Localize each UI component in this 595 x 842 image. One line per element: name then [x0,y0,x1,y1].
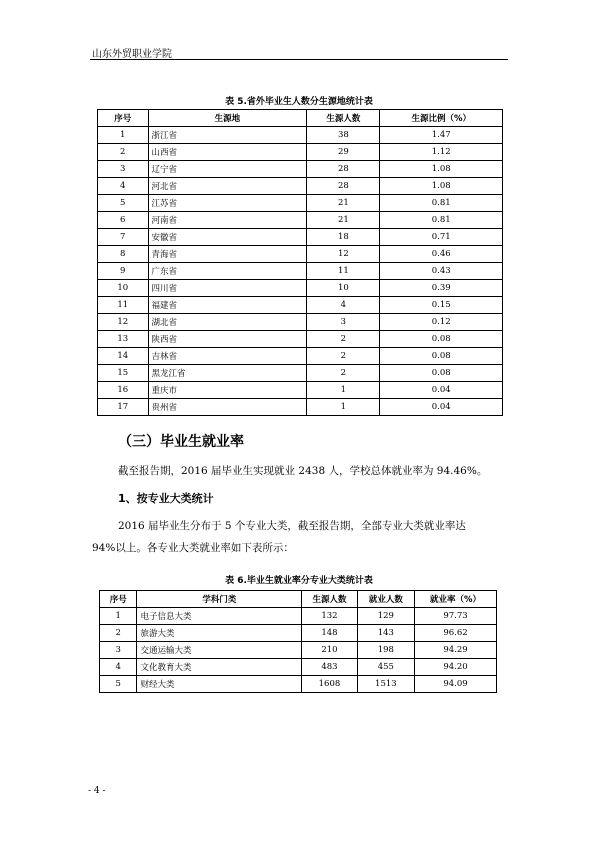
table-cell: 12 [98,314,149,331]
table-cell: 8 [98,246,149,263]
table-cell: 交通运输大类 [137,642,302,659]
table-cell: 重庆市 [148,382,307,399]
table-row [98,178,503,195]
table-row [98,127,503,144]
table-cell: 1.47 [380,127,503,144]
table-cell: 210 [302,642,357,659]
table-cell: 28 [307,178,380,195]
table-cell: 0.12 [380,314,503,331]
table-cell: 4 [98,178,149,195]
table-cell: 11 [307,263,380,280]
table-cell: 6 [98,212,149,229]
table-cell: 1 [307,399,380,416]
table-cell: 1.08 [380,178,503,195]
table-row [98,297,503,314]
table-cell: 0.08 [380,365,503,382]
table-cell: 96.62 [415,625,497,642]
table6-header-row [100,591,497,608]
table-cell: 广东省 [148,263,307,280]
table-row [100,608,497,625]
table-cell: 0.46 [380,246,503,263]
table-row [98,331,503,348]
table6-caption: 表 6.毕业生就业率分专业大类统计表 [225,576,373,586]
table-cell: 安徽省 [148,229,307,246]
table-cell: 福建省 [148,297,307,314]
table-cell: 2 [307,331,380,348]
table-row [98,365,503,382]
table6-header: 生源人数 [302,591,357,608]
table-cell: 0.43 [380,263,503,280]
table-cell: 21 [307,212,380,229]
subsection-title: 1、按专业大类统计 [118,492,214,505]
table5 [97,109,503,416]
table-cell: 1.08 [380,161,503,178]
table-cell: 38 [307,127,380,144]
table5-caption: 表 5.省外毕业生人数分生源地统计表 [225,97,373,107]
table-cell: 9 [98,263,149,280]
table-cell: 94.09 [415,676,497,693]
document-header: 山东外贸职业学院 [92,49,172,60]
table6-header: 就业率（%） [415,591,497,608]
table-cell: 青海省 [148,246,307,263]
table-cell: 483 [302,659,357,676]
table-row [100,676,497,693]
table-row [98,314,503,331]
table-cell: 2 [307,348,380,365]
table-row [100,642,497,659]
table-cell: 5 [98,195,149,212]
table-cell: 0.15 [380,297,503,314]
table-cell: 1 [98,127,149,144]
table-cell: 4 [100,659,137,676]
paragraph-employment-summary: 截至报告期，2016 届毕业生实现就业 2438 人，学校总体就业率为 94.46%。 [118,465,488,477]
table-cell: 1608 [302,676,357,693]
table5-header: 生源人数 [307,110,380,127]
table5-header: 序号 [98,110,149,127]
table-cell: 2 [100,625,137,642]
table-row [98,263,503,280]
table-cell: 河南省 [148,212,307,229]
table-cell: 0.08 [380,348,503,365]
table-cell: 1 [100,608,137,625]
table-cell: 97.73 [415,608,497,625]
table-cell: 0.81 [380,195,503,212]
table-row [98,229,503,246]
section-title: （三）毕业生就业率 [118,434,244,450]
table-cell: 四川省 [148,280,307,297]
table-cell: 财经大类 [137,676,302,693]
paragraph-line: 94%以上。各专业大类就业率如下表所示： [92,542,294,554]
table-cell: 148 [302,625,357,642]
table-cell: 17 [98,399,149,416]
table-row [98,382,503,399]
table-cell: 江苏省 [148,195,307,212]
table6-header: 序号 [100,591,137,608]
table-cell: 3 [100,642,137,659]
table-cell: 14 [98,348,149,365]
table-cell: 0.04 [380,382,503,399]
table-cell: 94.29 [415,642,497,659]
table-cell: 文化教育大类 [137,659,302,676]
table-row [98,246,503,263]
table-cell: 吉林省 [148,348,307,365]
table-row [98,144,503,161]
table-cell: 3 [307,314,380,331]
table-cell: 旅游大类 [137,625,302,642]
table-cell: 0.39 [380,280,503,297]
table-cell: 河北省 [148,178,307,195]
table-cell: 4 [307,297,380,314]
table-cell: 13 [98,331,149,348]
table-row [98,212,503,229]
table-row [98,280,503,297]
table-cell: 浙江省 [148,127,307,144]
table-cell: 1513 [357,676,414,693]
table-cell: 94.20 [415,659,497,676]
table-cell: 7 [98,229,149,246]
table-cell: 辽宁省 [148,161,307,178]
header-rule [90,59,508,60]
table-cell: 455 [357,659,414,676]
table5-header: 生源比例（%） [380,110,503,127]
table-cell: 湖北省 [148,314,307,331]
table-cell: 10 [307,280,380,297]
table-cell: 5 [100,676,137,693]
table-row [100,659,497,676]
table-cell: 1 [307,382,380,399]
table-cell: 3 [98,161,149,178]
table-cell: 2 [307,365,380,382]
paragraph-line: 2016 届毕业生分布于 5 个专业大类，截至报告期，全部专业大类就业率达 [118,520,466,532]
table-cell: 10 [98,280,149,297]
table6 [99,590,497,693]
table-cell: 山西省 [148,144,307,161]
table6-header: 学科门类 [137,591,302,608]
table-cell: 16 [98,382,149,399]
table-row [98,348,503,365]
table-cell: 15 [98,365,149,382]
table-cell: 0.08 [380,331,503,348]
table-cell: 11 [98,297,149,314]
table-row [98,161,503,178]
table-cell: 黑龙江省 [148,365,307,382]
table-cell: 29 [307,144,380,161]
table-cell: 132 [302,608,357,625]
table-row [100,625,497,642]
page-number: - 4 - [88,786,106,796]
table-cell: 0.81 [380,212,503,229]
table-cell: 21 [307,195,380,212]
table-cell: 129 [357,608,414,625]
table-cell: 198 [357,642,414,659]
table6-header: 就业人数 [357,591,414,608]
table-cell: 0.04 [380,399,503,416]
table-cell: 电子信息大类 [137,608,302,625]
table-cell: 2 [98,144,149,161]
table-cell: 18 [307,229,380,246]
table-row [98,399,503,416]
table5-header-row [98,110,503,127]
table-cell: 贵州省 [148,399,307,416]
table-cell: 28 [307,161,380,178]
table-cell: 陕西省 [148,331,307,348]
table-cell: 1.12 [380,144,503,161]
table5-header: 生源地 [148,110,307,127]
table-cell: 0.71 [380,229,503,246]
table-cell: 143 [357,625,414,642]
table-cell: 12 [307,246,380,263]
table-row [98,195,503,212]
